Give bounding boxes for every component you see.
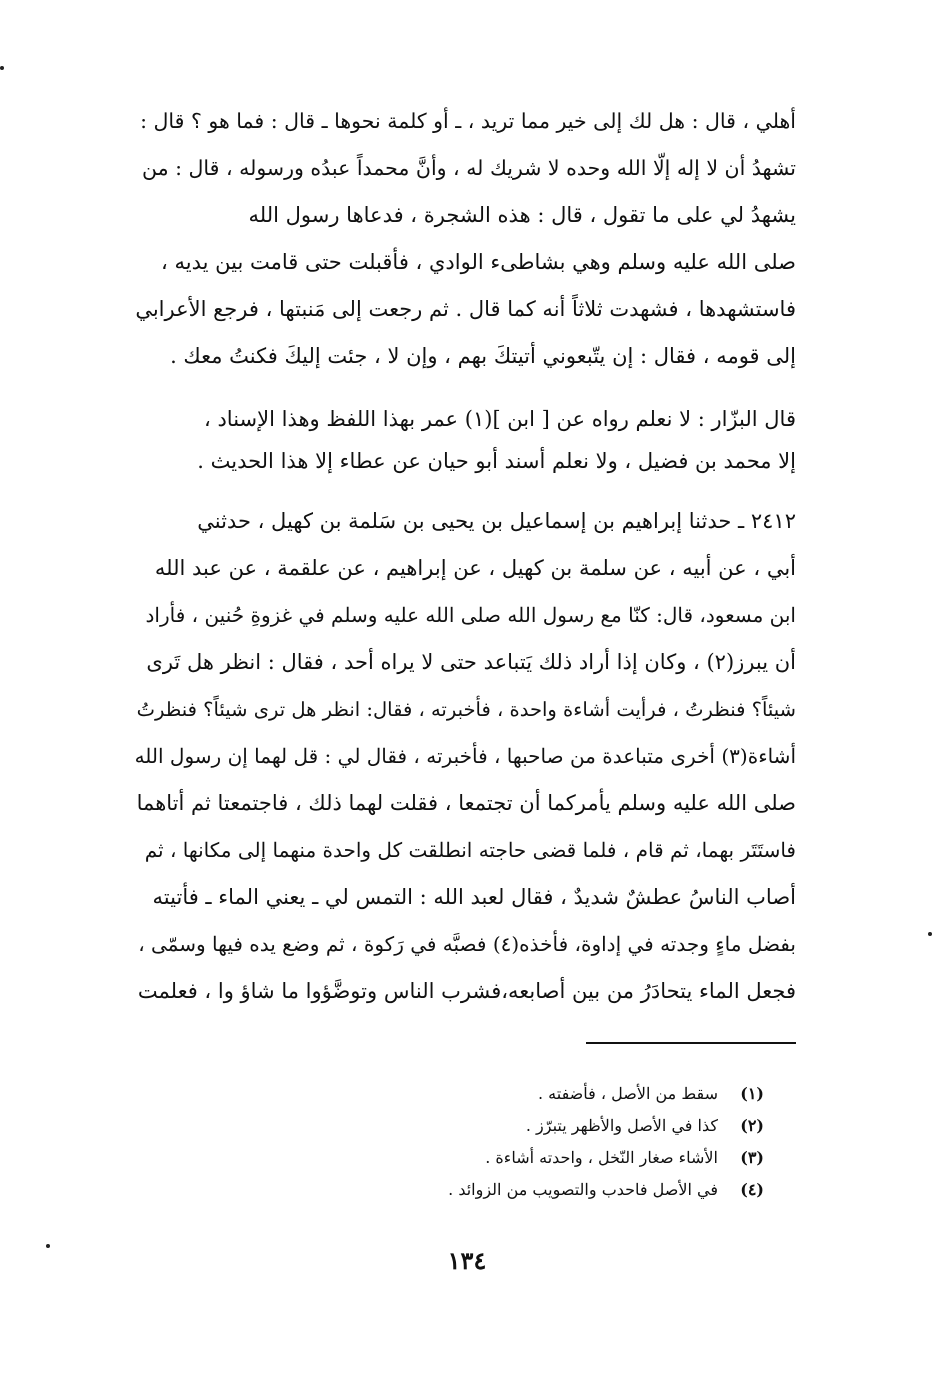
paragraph-bazzar-note [134,398,796,482]
scan-speck [46,1244,50,1248]
footnote-item [244,1142,764,1174]
text-line: صلى الله عليه وسلم وهي بشاطىء الوادي ، فأقبلت حتى قامت بين يديه ، [161,250,796,274]
footnote-text: الأشاء صغار النّخل ، واحدته أشاءة . [485,1148,718,1167]
paragraph-hadith-2412 [134,498,796,1015]
text-line: أصاب الناسُ عطشٌ شديدٌ ، فقال لعبد الله : التمس لي ـ يعني الماء ـ فأتيته [152,885,796,909]
text-line: أشاءة(٣) أخرى متباعدة من صاحبها ، فأخبرته ، فقال لي : قل لهما إن رسول الله [134,744,796,768]
text-line: فاستشهدها ، فشهدت ثلاثاً أنه كما قال . ثم رجعت إلى مَنبتها ، فرجع الأعرابي [135,297,796,321]
text-line: يشهدُ لي على ما تقول ، قال : هذه الشجرة ، فدعاها رسول الله [248,203,796,227]
footnote-text: في الأصل فاحدب والتصويب من الزوائد . [448,1180,718,1199]
footnote-number: (٤) [740,1180,764,1199]
text-line: ابن مسعود، قال: كنّا مع رسول الله صلى الله عليه وسلم في غزوةِ حُنين ، فأراد [145,603,796,627]
page-number: ١٣٤ [447,1246,487,1275]
footnote-divider [586,1042,796,1044]
footnote-item [244,1174,764,1206]
footnote-item [244,1078,764,1110]
text-line: إلى قومه ، فقال : إن يتّبعوني أتيتكَ بهم ، وإن لا ، جئت إليكَ فكنتُ معك . [170,344,796,368]
text-line: أن يبرز(٢) ، وكان إذا أراد ذلك يَتباعد حتى لا يراه أحد ، فقال : انظر هل تَرى [146,650,796,674]
text-line: صلى الله عليه وسلم يأمركما أن تجتمعا ، فقلت لهما ذلك ، فاجتمعتا ثم أتاهما [136,791,796,815]
text-line: بفضل ماءٍ وجدته في إداوة، فأخذه(٤) فصبَّه في رَكوة ، ثم وضع يده فيها وسمّى ، [138,932,796,956]
text-line: تشهدُ أن لا إله إلّا الله وحده لا شريك له ، وأنَّ محمداً عبدُه ورسوله ، قال : من [141,156,796,180]
text-line: إلا محمد بن فضيل ، ولا نعلم أسند أبو حيان عن عطاء إلا هذا الحديث . [197,449,796,473]
footnote-number: (٢) [740,1116,764,1135]
scan-speck [0,66,4,70]
footnote-item [244,1110,764,1142]
paragraph-hadith-continuation [134,98,796,380]
text-line: شيئاً؟ فنظرتُ ، فرأيت أشاءة واحدة ، فأخبرته ، فقال: انظر هل ترى شيئاً؟ فنظرتُ [136,698,796,721]
footnote-text: سقط من الأصل ، فأضفته . [538,1084,718,1103]
text-line: أهلي ، قال : هل لك إلى خير مما تريد ، ـ أو كلمة نحوها ـ قال : فما هو ؟ قال : [140,109,796,133]
text-line: فجعل الماء يتحادَرُ من بين أصابعه،فشرب الناس وتوضَّؤوا ما شاؤ وا ، فعلمت [137,979,796,1003]
text-line: قال البزّار : لا نعلم رواه عن [ ابن ](١) عمر بهذا اللفظ وهذا الإسناد ، [203,407,796,431]
text-line: ٢٤١٢ ـ حدثنا إبراهيم بن إسماعيل بن يحيى بن سَلمة بن كهيل ، حدثني [197,509,796,533]
footnote-number: (٣) [740,1148,764,1167]
footnote-number: (١) [740,1084,764,1103]
scan-speck [928,932,932,936]
text-line: أبي ، عن أبيه ، عن سلمة بن كهيل ، عن إبراهيم ، عن علقمة ، عن عبد الله [154,556,796,580]
footnotes [244,1078,764,1206]
text-line: فاستَتَر بهما، ثم قام ، فلما قضى حاجته انطلقت كل واحدة منهما إلى مكانها ، ثم [144,838,796,862]
footnote-text: كذا في الأصل والأظهر يتبرّز . [525,1116,718,1135]
